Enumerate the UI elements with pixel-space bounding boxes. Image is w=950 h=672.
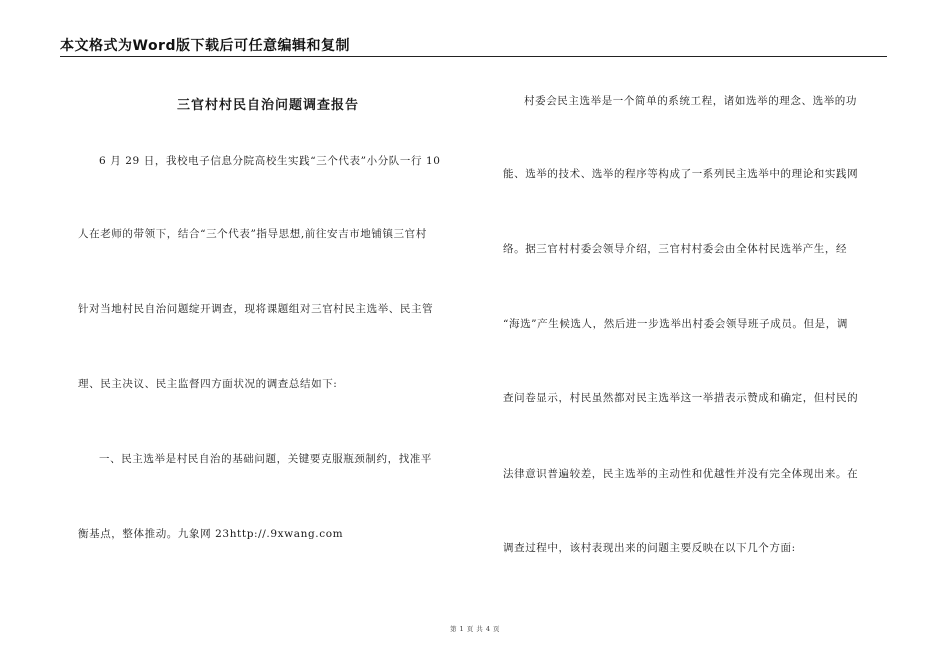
paragraph-line: 衡基点，整体推动。九象网 23http://.9xwang.com (78, 528, 344, 540)
page-number-footer: 第 1 页 共 4 页 (449, 625, 501, 633)
paragraph-line: 理、民主决议、民主监督四方面状况的调查总结如下: (78, 378, 338, 390)
paragraph-line: 能、选举的技术、选举的程序等构成了一系列民主选举中的理论和实践网 (503, 168, 859, 180)
paragraph-line: 调查过程中，该村表现出来的问题主要反映在以下几个方面: (503, 542, 796, 554)
document-banner: 本文格式为Word版下载后可任意编辑和复制 (60, 38, 350, 54)
paragraph-line: 法律意识普遍较差，民主选举的主动性和优越性并没有完全体现出来。在 (503, 468, 859, 480)
paragraph-line: 人在老师的带领下，结合“三个代表”指导思想,前往安吉市地铺镇三官村 (78, 228, 427, 240)
paragraph-line: 一、民主选举是村民自治的基础问题，关键要克服瓶颈制约，找准平 (99, 453, 432, 465)
paragraph-line: 查问卷显示，村民虽然都对民主选举这一举措表示赞成和确定，但村民的 (503, 392, 859, 404)
banner-divider (60, 56, 887, 57)
paragraph-line: 6 月 29 日，我校电子信息分院高校生实践“三个代表”小分队一行 10 (99, 155, 441, 167)
paragraph-line: 村委会民主选举是一个简单的系统工程，诸如选举的理念、选举的功 (524, 95, 857, 107)
document-title: 三官村村民自治问题调查报告 (176, 98, 359, 113)
paragraph-line: 针对当地村民自治问题绽开调查，现将课题组对三官村民主选举、民主管 (78, 303, 434, 315)
paragraph-line: 络。据三官村村委会领导介绍，三官村村委会由全体村民选举产生，经 (503, 243, 848, 255)
paragraph-line: “海选”产生候选人，然后进一步选举出村委会领导班子成员。但是，调 (503, 318, 848, 330)
